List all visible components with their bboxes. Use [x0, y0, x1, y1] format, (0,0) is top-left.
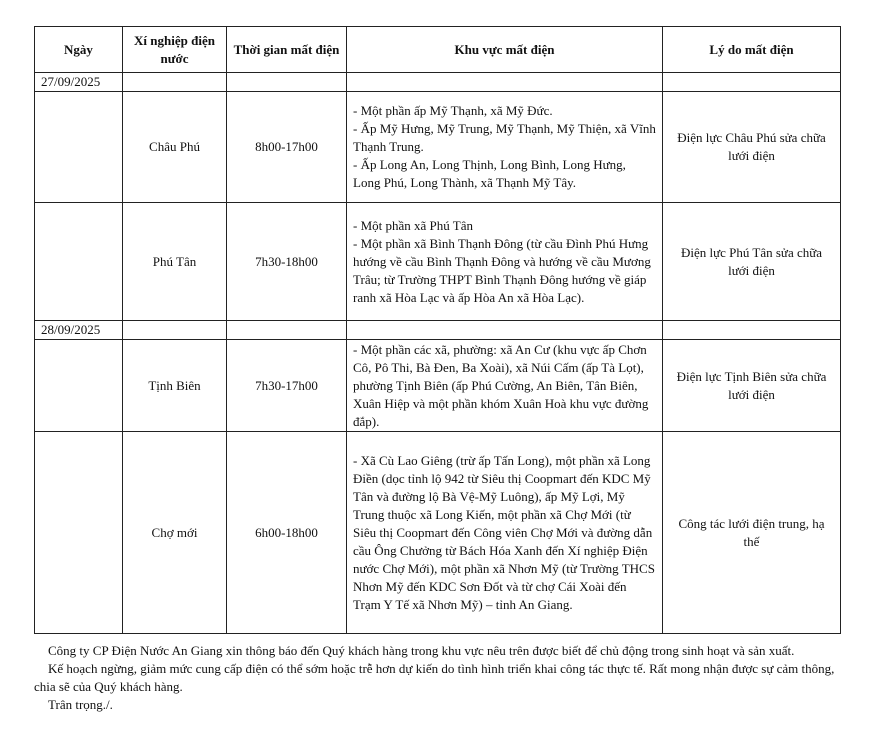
- unit-cell: Chợ mới: [123, 432, 227, 634]
- date-row: [35, 321, 841, 340]
- table-row: [35, 432, 841, 634]
- area-line: - Một phần ấp Mỹ Thạnh, xã Mỹ Đức.: [353, 103, 553, 118]
- date-row: [35, 73, 841, 92]
- area-cell: [347, 92, 663, 203]
- outage-schedule: [34, 26, 840, 634]
- notice-text: [34, 642, 840, 714]
- area-cell: [347, 340, 663, 432]
- table-row: [35, 92, 841, 203]
- unit-cell: Tịnh Biên: [123, 340, 227, 432]
- date-cell: 27/09/2025: [35, 73, 123, 92]
- closing-line: Trân trọng./.: [48, 697, 113, 712]
- notice-paragraph: Công ty CP Điện Nước An Giang xin thông báo đến Quý khách hàng trong khu vực nêu trên được biết để chủ động trong sinh hoạt và sản xuất.: [48, 643, 795, 658]
- time-cell: 7h30-18h00: [227, 203, 347, 321]
- reason-cell: Công tác lưới điện trung, hạ thế: [663, 432, 841, 634]
- reason-cell: Điện lực Phú Tân sửa chữa lưới điện: [663, 203, 841, 321]
- unit-cell: Châu Phú: [123, 92, 227, 203]
- area-cell: [347, 432, 663, 634]
- outage-table: [34, 26, 841, 634]
- area-line: - Ấp Long An, Long Thịnh, Long Bình, Long Hưng, Long Phú, Long Thành, xã Thạnh Mỹ Tây.: [353, 157, 626, 190]
- area-cell: [347, 203, 663, 321]
- notice-paragraph: Kế hoạch ngừng, giảm mức cung cấp điện có thể sớm hoặc trễ hơn dự kiến do tình hình triển khai công tác thực tế. Rất mong nhận được sự cảm thông, chia sẽ của Quý khách hàng.: [34, 661, 835, 694]
- area-line: - Một phần xã Bình Thạnh Đông (từ cầu Đình Phú Hưng hướng về cầu Bình Thạnh Đông và hướng về cầu Mương Trâu; từ Trường THPT Bình Thạnh Đông hướng về giáp ranh xã Hòa Lạc và ấp Hòa An xã Hòa Lạc).: [353, 235, 651, 305]
- date-cell: 28/09/2025: [35, 321, 123, 340]
- time-cell: 6h00-18h00: [227, 432, 347, 634]
- header-row: [35, 27, 841, 73]
- area-line: - Một phần xã Phú Tân: [353, 217, 473, 233]
- header-time: Thời gian mất điện: [227, 27, 347, 73]
- header-unit: Xí nghiệp điện nước: [123, 27, 227, 73]
- header-area: Khu vực mất điện: [347, 27, 663, 73]
- table-row: [35, 203, 841, 321]
- reason-cell: Điện lực Châu Phú sửa chữa lưới điện: [663, 92, 841, 203]
- reason-cell: Điện lực Tịnh Biên sửa chữa lưới điện: [663, 340, 841, 432]
- time-cell: 8h00-17h00: [227, 92, 347, 203]
- unit-cell: Phú Tân: [123, 203, 227, 321]
- area-line: - Xã Cù Lao Giêng (trừ ấp Tấn Long), một phần xã Long Điền (dọc tỉnh lộ 942 từ Siêu thị Coopmart đến KDC Mỹ Tân và đường lộ Bà Vệ-Mỹ Luông), ấp Mỹ Lợi, Mỹ Trung thuộc xã Long Kiến, một phần xã Chợ Mới (từ Siêu thị Coopmart đến Công viên Chợ Mới và đường dẫn cầu Ông Chưởng từ Bách Hóa Xanh đến Xí nghiệp Điện nước Chợ Mới), một phần xã Nhơn Mỹ (từ Trường THCS Nhơn Mỹ đến KDC Sơn Đốt và từ chợ Cái Xoài đến Trạm Y Tế xã Nhơn Mỹ) – tỉnh An Giang.: [353, 452, 655, 612]
- area-line: - Ấp Mỹ Hưng, Mỹ Trung, Mỹ Thạnh, Mỹ Thiện, xã Vĩnh Thạnh Trung.: [353, 121, 656, 154]
- time-cell: 7h30-17h00: [227, 340, 347, 432]
- table-row: [35, 340, 841, 432]
- area-line: - Một phần các xã, phường: xã An Cư (khu vực ấp Chơn Cô, Pô Thi, Bà Đen, Ba Xoài), xã Núi Cấm (ấp Tà Lọt), phường Tịnh Biên (ấp Phú Cường, An Biên, Tân Biên, Xuân Hiệp và một phần khóm Xuân Hoà khu vực đường đắp).: [353, 341, 649, 429]
- header-date: Ngày: [35, 27, 123, 73]
- header-reason: Lý do mất điện: [663, 27, 841, 73]
